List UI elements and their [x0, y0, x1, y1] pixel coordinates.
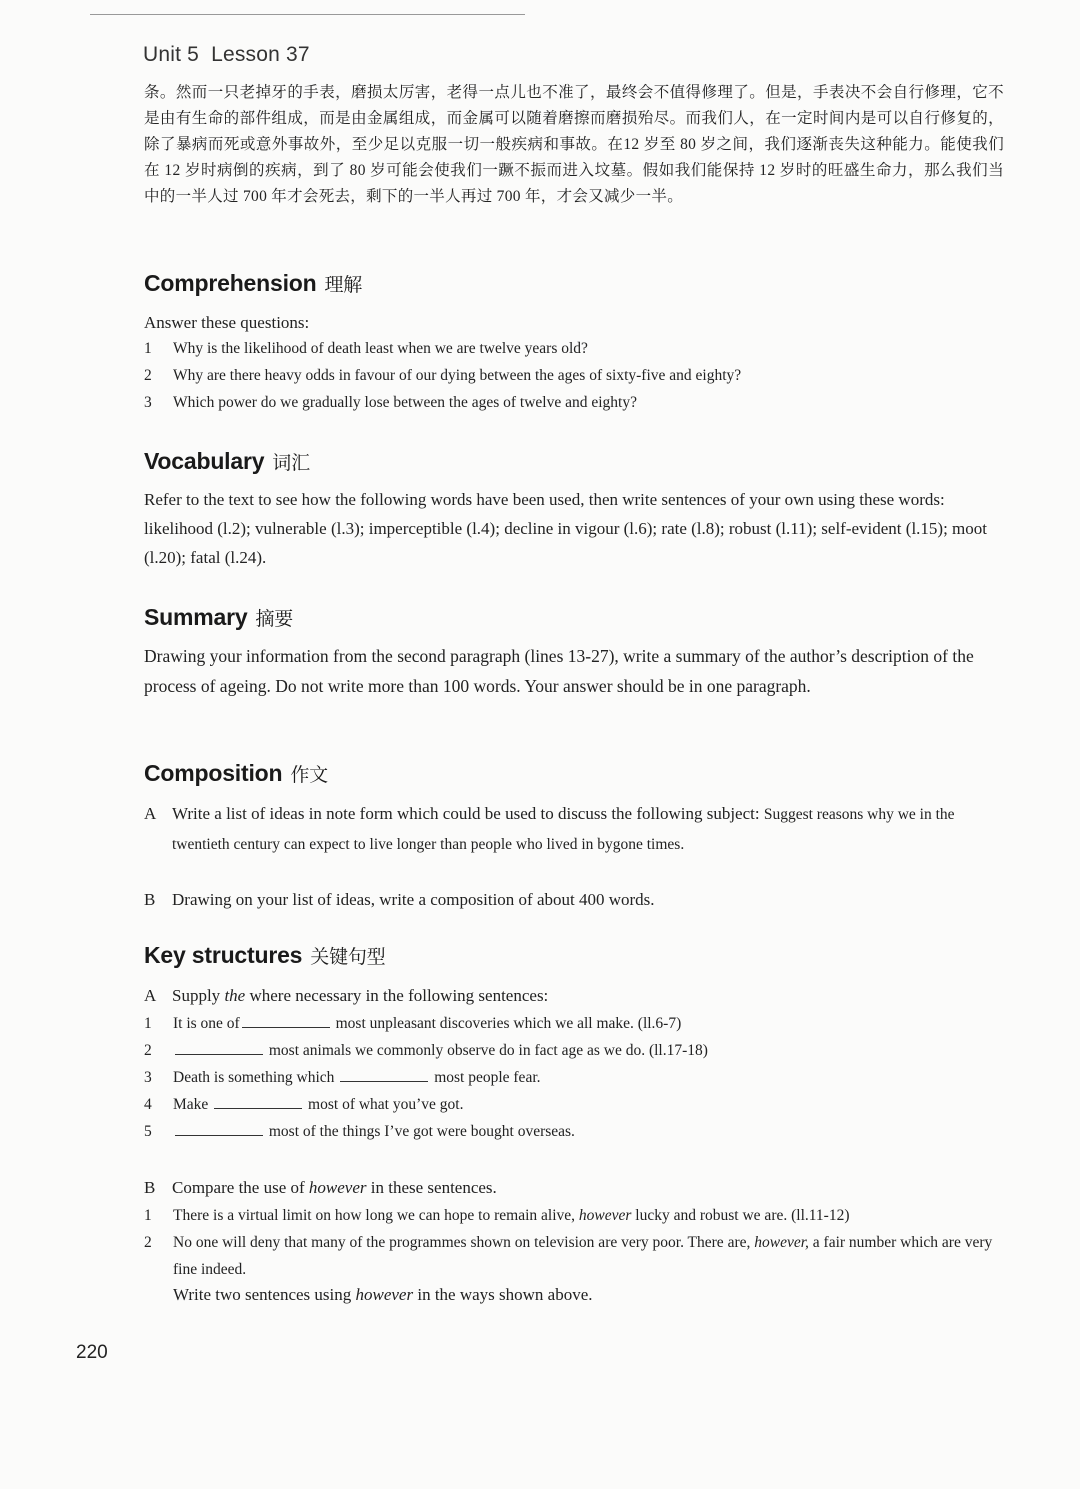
- key-structures-item-b: B Compare the use of however in these sentences.: [144, 1178, 497, 1197]
- key-structures-item-a: A Supply the where necessary in the following sentences:: [144, 986, 549, 1005]
- question-1: 1 Why is the likelihood of death least when we are twelve years old?: [144, 340, 588, 357]
- fill-sentence-5: 5 most of the things I’ve got were bought overseas.: [144, 1123, 575, 1140]
- composition-section: [144, 760, 1004, 914]
- however-instruction: Write two sentences using however in the ways shown above.: [173, 1285, 593, 1304]
- question-2: 2 Why are there heavy odds in favour of our dying between the ages of sixty-five and eighty?: [144, 367, 742, 384]
- comprehension-heading: Comprehension 理解: [144, 270, 363, 296]
- answer-blank[interactable]: [340, 1067, 428, 1082]
- lesson-label: Lesson 37: [211, 43, 310, 66]
- composition-item-a: A Write a list of ideas in note form which could be used to discuss the following subject: Suggest reasons why we in the twentieth century can expect to live longer than people who lived in bygone times.: [144, 804, 955, 853]
- summary-text: Drawing your information from the second paragraph (lines 13-27), write a summary of the author’s description of the process of ageing. Do not write more than 100 words. Your answer should be in one paragraph.: [144, 646, 974, 696]
- summary-section: [144, 604, 1004, 701]
- however-examples: [144, 1202, 1004, 1283]
- translation-section: [144, 80, 1004, 210]
- comprehension-lead: Answer these questions:: [144, 313, 310, 332]
- key-structures-heading: Key structures 关键句型: [144, 942, 386, 968]
- comprehension-questions: [144, 335, 1004, 416]
- answer-blank[interactable]: [175, 1121, 263, 1136]
- vocabulary-heading: Vocabulary 词汇: [144, 448, 310, 474]
- chinese-translation-paragraph: 条。然而一只老掉牙的手表，磨损太厉害，老得一点儿也不准了，最终会不值得修理了。但是，手表决不会自行修理，它不是由有生命的部件组成，而是由金属组成，而金属可以随着磨擦而磨损殆尽。而我们人，在一定时间内是可以自行修复的，除了暴病而死或意外事故外，至少足以克服一切一般疾病和事故。在12 岁至 80 岁之间，我们逐渐丧失这种能力。能使我们在 12 岁时病倒的疾病，到了 80 岁可能会使我们一蹶不振而进入坟墓。假如我们能保持 12 岁时的旺盛生命力，那么我们当中的一半人过 700 年才会死去，剩下的一半人再过 700 年，才会又减少一半。: [144, 84, 1004, 205]
- page-number: 220: [76, 1342, 108, 1363]
- however-example-1: 1 There is a virtual limit on how long we can hope to remain alive, however lucky and robust we are. (ll.11-12): [144, 1207, 850, 1224]
- fill-sentence-4: 4 Make most of what you’ve got.: [144, 1096, 464, 1113]
- answer-blank[interactable]: [242, 1013, 330, 1028]
- answer-blank[interactable]: [175, 1040, 263, 1055]
- answer-blank[interactable]: [214, 1094, 302, 1109]
- key-structures-section: [144, 942, 1004, 1305]
- composition-item-b: B Drawing on your list of ideas, write a composition of about 400 words.: [144, 890, 655, 909]
- question-3: 3 Which power do we gradually lose between the ages of twelve and eighty?: [144, 394, 637, 411]
- fill-in-sentences: [144, 1010, 1004, 1145]
- vocabulary-text: Refer to the text to see how the following words have been used, then write sentences of your own using these words: likelihood (l.2); vulnerable (l.3); imperceptible (l.4); decline in vigour (l.6); rate (l.8); robust (l.11); self-evident (l.15); moot (l.20); fatal (l.24).: [144, 490, 987, 567]
- fill-sentence-2: 2 most animals we commonly observe do in fact age as we do. (ll.17-18): [144, 1042, 708, 1059]
- fill-sentence-3: 3 Death is something which most people fear.: [144, 1069, 541, 1086]
- however-example-2: 2 No one will deny that many of the programmes shown on television are very poor. There are, however, a fair number which are very fine indeed.: [144, 1234, 993, 1278]
- composition-heading: Composition 作文: [144, 760, 328, 786]
- unit-lesson-header: [143, 43, 310, 67]
- comprehension-section: [144, 270, 1004, 416]
- fill-sentence-1: 1 It is one of most unpleasant discoveries which we all make. (ll.6-7): [144, 1015, 682, 1032]
- vocabulary-section: [144, 448, 1004, 572]
- summary-heading: Summary 摘要: [144, 604, 294, 630]
- top-rule: [90, 14, 525, 15]
- unit-label: Unit 5: [143, 43, 200, 66]
